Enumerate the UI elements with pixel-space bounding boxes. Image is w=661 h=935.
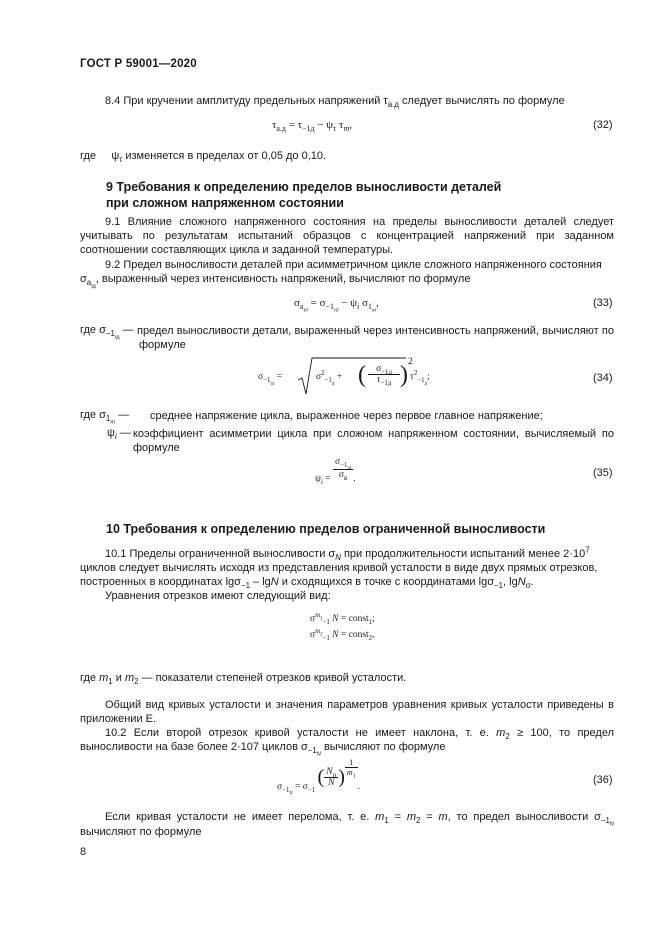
formula-36-fraction: $\frac{N_\sigma}{N}$ [326,767,337,789]
paragraph-last: Если кривая усталости не имеет перелома, т. е. $m_1 = m_2 = m$, то предел выносливости $\sigma_{-1_N}$ вычисляют по формуле [80,811,615,838]
formula-36-exponent: $\frac{1}{m_1}$ [346,758,356,780]
section-10-title: 10 Требования к определению пределов ограниченной выносливости [106,522,546,536]
document-page: ГОСТ Р 59001—2020 8.4 При кручении амплитуду предельных напряжений $\tau_{а.д}$ следует вычислять по формуле $\tau_{а.д} = \tau_{-1д} - \psi_\tau$ $\tau_m$, (32) где $\psi_\tau$ изменяется в пределах от 0,05 до 0,10. 9 Требования к определению пределов выносливости деталей при сложном напряженном состоянии 9.1 Влияние сложного напряженного состояния на пределы выносливости деталей следует учитывать по результатам испытаний образцов с концентрацией напряжений при заданном соотношении составляющих цикла и заданной температуры. 9.2 Предел выносливости деталей при асимметричном цикле сложного напряженного состояния $\sigma_{a_{iд}}$, выраженный через интенсивность напряжений, вычисляют по формуле $\sigma_{a_{iд}} = \sigma_{-1_{iд}} - \psi_i$ $\sigma_{1_m}$, (33) где $\sigma_{-1_{iд}}$ — предел выносливости детали, выраженный через интенсивность напряжений, вычисляют по формуле $\sigma_{-1_{iд}}$ = $\sigma^2_{-1_д}$ + ( $\sigma_{-1д}$ $\tau_{-1д}$ ) 2 $\tau^2_{-1_д}$; (34) где $\sigma_{1_m}$ — среднее напряжение цикла, выраженное через первое главное напряжение; $\psi_i$ — коэффициент асимметрии цикла при сложном напряженном состоянии, вычисляемый по формуле $\psi_i$ = $\frac{\sigma_{-1_{iд}}}{\sigma_в}$ . (35) 10 Требования к определению пределов ограниченной выносливости 10.1 Пределы ограниченной выносливости $\sigma_N$ при продолжительности испытаний менее $2\cdot 10^7$ циклов следует вычислять исходя из представления кривой усталости в виде двух прямых отрезков, построенных в координатах lgσ$_{-1}$ – lgN и сходящихся в точке с координатами lgσ$_{-1}$, lgN$_\sigma$. Уравнения отрезков имеют следующий вид: $\sigma^{m_1}_{-1}$ N = const$_1$; $\sigma^{m_2}_{-1}$ N = const$_2$, где $m_1$ и $m_2$ — показатели степеней отрезков кривой усталости. Общий вид кривых усталости и значения параметров уравнения кривых усталости приведены в приложении Е. 10.2 Если второй отрезок кривой усталости не имеет наклона, т. е. $m_2 \ge 100$, то предел выносливости на базе более 2·107 циклов $\sigma_{-1_N}$ вычисляют по формуле $\sigma_{-1_N} = \sigma_{-1}$ ( $\frac{N_\sigma}{N}$ ) $\frac{1}{m_1}$ . (36) Если кривая усталости не имеет перелома, т. е. $m_1 = m_2 = m$, то предел выносливости $\sigma_{-1_N}$ вычисляют по формуле 8 [80,58,615,858]
equations-intro: Уравнения отрезков имеют следующий вид: [105,590,331,602]
def-34b-symbol: $\psi_i$ — [107,427,131,442]
section-9-title: 9 Требования к определению пределов выносливости деталей при сложном напряженном состоянии [106,180,502,210]
page-number: 8 [80,846,87,858]
formula-35: $\psi_i$ = $\frac{\sigma_{-1_{iд}}}{\sigma_в}$ . [315,457,356,486]
formula-number-36: (36) [593,774,613,786]
standard-header: ГОСТ Р 59001—2020 [80,58,197,70]
where-32: где $\psi_\tau$ изменяется в пределах от 0,05 до 0,10. [80,150,327,165]
paragraph-10-2: 10.2 Если второй отрезок кривой усталости не имеет наклона, т. е. $m_2 \ge 100$, то предел выносливости на базе более 2·107 циклов $\sigma_{-1_N}$ вычисляют по формуле [80,727,614,758]
paren-open: ( [358,362,366,388]
formula-34-fraction: $\sigma_{-1д}$ $\tau_{-1д}$ [368,364,400,385]
paragraph-9-2: 9.2 Предел выносливости деталей при асимметричном цикле сложного напряженного состояния $\sigma_{a_{iд}}$, выраженный через интенсивность напряжений, вычисляют по формуле [80,259,602,290]
formula-number-32: (32) [593,119,613,131]
paren-close: ) [400,362,408,388]
formula-number-35: (35) [593,467,613,479]
def-33-text: предел выносливости детали, выраженный через интенсивность напряжений, вычисляют по формуле [137,325,614,351]
paragraph-general: Общий вид кривых усталости и значения параметров уравнения кривых усталости приведены в приложении Е. [80,699,614,725]
def-33-symbol: где $\sigma_{-1_{iд}}$ — [80,324,134,341]
formula-32: $\tau_{а.д} = \tau_{-1д} - \psi_\tau$ $\tau_m$, [272,119,352,134]
def-34a-text: среднее напряжение цикла, выраженное через первое главное напряжение; [150,410,543,422]
formula-33: $\sigma_{a_{iд}} = \sigma_{-1_{iд}} - \psi_i$ $\sigma_{1_m}$, [294,297,379,314]
paragraph-10-1: 10.1 Пределы ограниченной выносливости $\sigma_N$ при продолжительности испытаний менее $2\cdot 10^7$ циклов следует вычислять исходя из представления кривой усталости в виде двух прямых отрезков, построенных в координатах lgσ$_{-1}$ – lgN и сходящихся в точке с координатами lgσ$_{-1}$, lgN$_\sigma$. [80,545,598,591]
formula-number-33: (33) [593,297,613,309]
formula-36: $\sigma_{-1_N} = \sigma_{-1}$ ( $\frac{N_\sigma}{N}$ ) $\frac{1}{m_1}$ . [277,758,360,797]
paragraph-8-4: 8.4 При кручении амплитуду предельных напряжений $\tau_{а.д}$ следует вычислять по формуле [105,95,565,110]
def-34a-symbol: где $\sigma_{1_m}$ — [80,409,130,426]
def-34b-text: коэффициент асимметрии цикла при сложном напряженном состоянии, вычисляемый по формуле [133,428,614,454]
formula-35-fraction: $\frac{\sigma_{-1_{iд}}}{\sigma_в}$ [334,457,352,483]
where-m: где $m_1$ и $m_2$ — показатели степеней отрезков кривой усталости. [80,672,407,687]
formula-pair: $\sigma^{m_1}_{-1}$ N = const$_1$; $\sigma^{m_2}_{-1}$ N = const$_2$, [310,611,375,642]
formula-number-34: (34) [593,372,613,384]
paragraph-9-1: 9.1 Влияние сложного напряженного состояния на пределы выносливости деталей следует учитывать по результатам испытаний образцов с концентрацией напряжений при заданном соотношении составляющих цикла и заданной температуры. [80,216,614,256]
